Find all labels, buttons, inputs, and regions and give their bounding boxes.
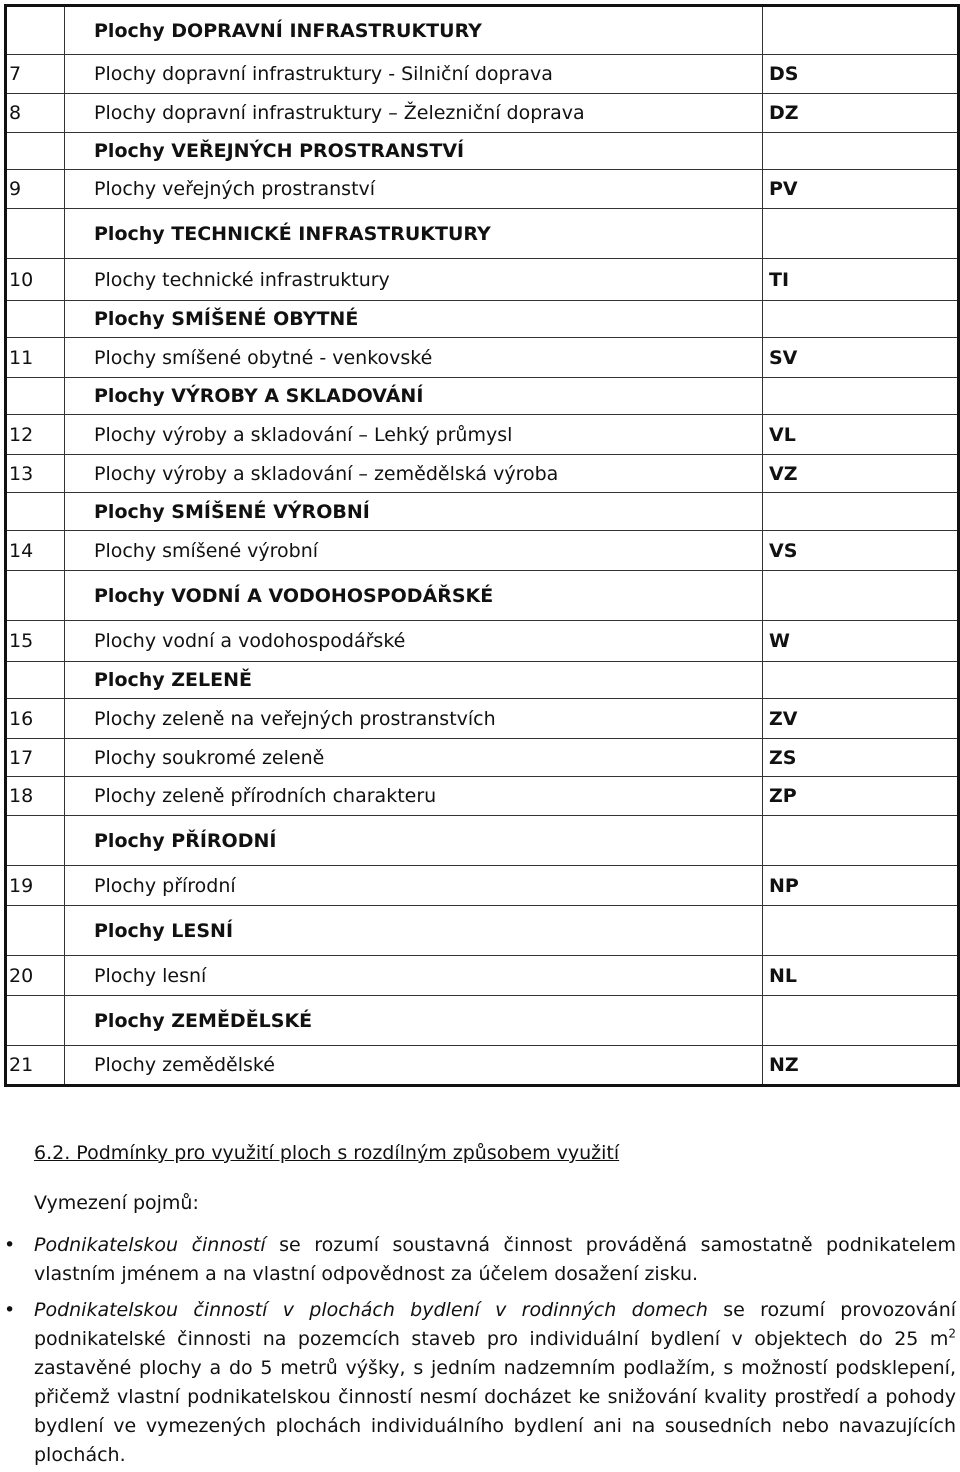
table-row	[6, 55, 959, 94]
row-number	[6, 301, 65, 338]
area-code: ZP	[763, 777, 959, 816]
area-name: Plochy zeleně na veřejných prostranstvích	[65, 699, 763, 739]
row-number: 7	[6, 55, 65, 94]
area-name: Plochy zemědělské	[65, 1046, 763, 1086]
category-header-row	[6, 133, 959, 170]
table-row	[6, 170, 959, 209]
area-name: Plochy technické infrastruktury	[65, 259, 763, 301]
area-name: Plochy dopravní infrastruktury - Silniční doprava	[65, 55, 763, 94]
row-number	[6, 571, 65, 621]
row-number: 10	[6, 259, 65, 301]
area-code	[763, 662, 959, 699]
area-code	[763, 378, 959, 415]
category-title: Plochy VÝROBY A SKLADOVÁNÍ	[65, 378, 763, 415]
table-row	[6, 777, 959, 816]
category-title: Plochy VODNÍ A VODOHOSPODÁŘSKÉ	[65, 571, 763, 621]
row-number: 15	[6, 621, 65, 662]
row-number: 14	[6, 531, 65, 571]
category-header-row	[6, 906, 959, 956]
row-number	[6, 133, 65, 170]
row-number: 12	[6, 415, 65, 455]
table-row	[6, 259, 959, 301]
area-code: DZ	[763, 94, 959, 133]
definition-text: se rozumí soustavná činnost prováděná samostatně podnikatelem vlastním jménem a na vlastní odpovědnost za účelem dosažení zisku.	[34, 1234, 956, 1285]
category-header-row	[6, 662, 959, 699]
bullet-icon: •	[4, 1299, 16, 1321]
area-code	[763, 133, 959, 170]
category-header-row	[6, 816, 959, 866]
row-number: 21	[6, 1046, 65, 1086]
category-title: Plochy LESNÍ	[65, 906, 763, 956]
row-number: 8	[6, 94, 65, 133]
definition-bullet-2	[4, 1296, 957, 1470]
row-number	[6, 378, 65, 415]
category-header-row	[6, 6, 959, 55]
superscript: 2	[948, 1326, 956, 1341]
definition-text: se rozumí provozování podnikatelské činnosti na pozemcích staveb pro individuální bydlení v objektech do 25 m	[34, 1299, 957, 1350]
area-name: Plochy výroby a skladování – Lehký průmysl	[65, 415, 763, 455]
row-number: 20	[6, 956, 65, 996]
area-code: NL	[763, 956, 959, 996]
area-code: PV	[763, 170, 959, 209]
area-name: Plochy soukromé zeleně	[65, 739, 763, 777]
area-code: DS	[763, 55, 959, 94]
definition-text-continued: zastavěné plochy a do 5 metrů výšky, s jedním nadzemním podlažím, s možností podsklepení, přičemž vlastní podnikatelskou činností nesmí docházet ke snižování kvality prostředí a pohody bydlení ve vymezených plochách individuálního bydlení ani na sousedních nebo navazujících plochách.	[34, 1357, 956, 1466]
category-title: Plochy VEŘEJNÝCH PROSTRANSTVÍ	[65, 133, 763, 170]
row-number: 13	[6, 455, 65, 493]
row-number: 9	[6, 170, 65, 209]
area-code	[763, 571, 959, 621]
area-code	[763, 906, 959, 956]
row-number: 19	[6, 866, 65, 906]
land-use-table	[4, 4, 960, 1087]
row-number	[6, 6, 65, 55]
row-number	[6, 996, 65, 1046]
area-code	[763, 816, 959, 866]
area-code: VS	[763, 531, 959, 571]
area-name: Plochy dopravní infrastruktury – Železniční doprava	[65, 94, 763, 133]
row-number	[6, 662, 65, 699]
table-row	[6, 531, 959, 571]
category-header-row	[6, 493, 959, 531]
bullet-icon: •	[4, 1234, 16, 1256]
table-row	[6, 94, 959, 133]
area-code: SV	[763, 338, 959, 378]
area-code: ZS	[763, 739, 959, 777]
area-code	[763, 209, 959, 259]
table-row	[6, 739, 959, 777]
table-row	[6, 455, 959, 493]
area-code: W	[763, 621, 959, 662]
category-title: Plochy ZELENĚ	[65, 662, 763, 699]
category-title: Plochy PŘÍRODNÍ	[65, 816, 763, 866]
area-code: VL	[763, 415, 959, 455]
area-name: Plochy vodní a vodohospodářské	[65, 621, 763, 662]
table-row	[6, 621, 959, 662]
area-name: Plochy veřejných prostranství	[65, 170, 763, 209]
row-number	[6, 493, 65, 531]
table-row	[6, 866, 959, 906]
category-title: Plochy SMÍŠENÉ OBYTNÉ	[65, 301, 763, 338]
definition-bullet-1	[4, 1231, 956, 1289]
row-number: 18	[6, 777, 65, 816]
row-number: 11	[6, 338, 65, 378]
category-title: Plochy ZEMĚDĚLSKÉ	[65, 996, 763, 1046]
table-row	[6, 338, 959, 378]
area-name: Plochy lesní	[65, 956, 763, 996]
area-name: Plochy smíšené výrobní	[65, 531, 763, 571]
area-name: Plochy přírodní	[65, 866, 763, 906]
area-code	[763, 6, 959, 55]
table-row	[6, 1046, 959, 1086]
category-header-row	[6, 571, 959, 621]
area-code: ZV	[763, 699, 959, 739]
row-number	[6, 816, 65, 866]
section-heading: 6.2. Podmínky pro využití ploch s rozdílným způsobem využití	[34, 1142, 620, 1164]
area-name: Plochy zeleně přírodních charakteru	[65, 777, 763, 816]
table-row	[6, 699, 959, 739]
area-code: TI	[763, 259, 959, 301]
area-name: Plochy výroby a skladování – zemědělská výroba	[65, 455, 763, 493]
row-number: 17	[6, 739, 65, 777]
row-number: 16	[6, 699, 65, 739]
land-use-table-body	[6, 6, 959, 1086]
category-title: Plochy DOPRAVNÍ INFRASTRUKTURY	[65, 6, 763, 55]
definitions-label: Vymezení pojmů:	[34, 1192, 199, 1214]
row-number	[6, 209, 65, 259]
category-header-row	[6, 996, 959, 1046]
definition-term: Podnikatelskou činností v plochách bydlení v rodinných domech	[34, 1299, 708, 1321]
area-name: Plochy smíšené obytné - venkovské	[65, 338, 763, 378]
area-code: VZ	[763, 455, 959, 493]
category-title: Plochy SMÍŠENÉ VÝROBNÍ	[65, 493, 763, 531]
category-title: Plochy TECHNICKÉ INFRASTRUKTURY	[65, 209, 763, 259]
category-header-row	[6, 378, 959, 415]
area-code	[763, 493, 959, 531]
category-header-row	[6, 301, 959, 338]
row-number	[6, 906, 65, 956]
area-code	[763, 301, 959, 338]
category-header-row	[6, 209, 959, 259]
table-row	[6, 415, 959, 455]
area-code: NZ	[763, 1046, 959, 1086]
table-row	[6, 956, 959, 996]
area-code	[763, 996, 959, 1046]
area-code: NP	[763, 866, 959, 906]
definition-term: Podnikatelskou činností	[34, 1234, 266, 1256]
